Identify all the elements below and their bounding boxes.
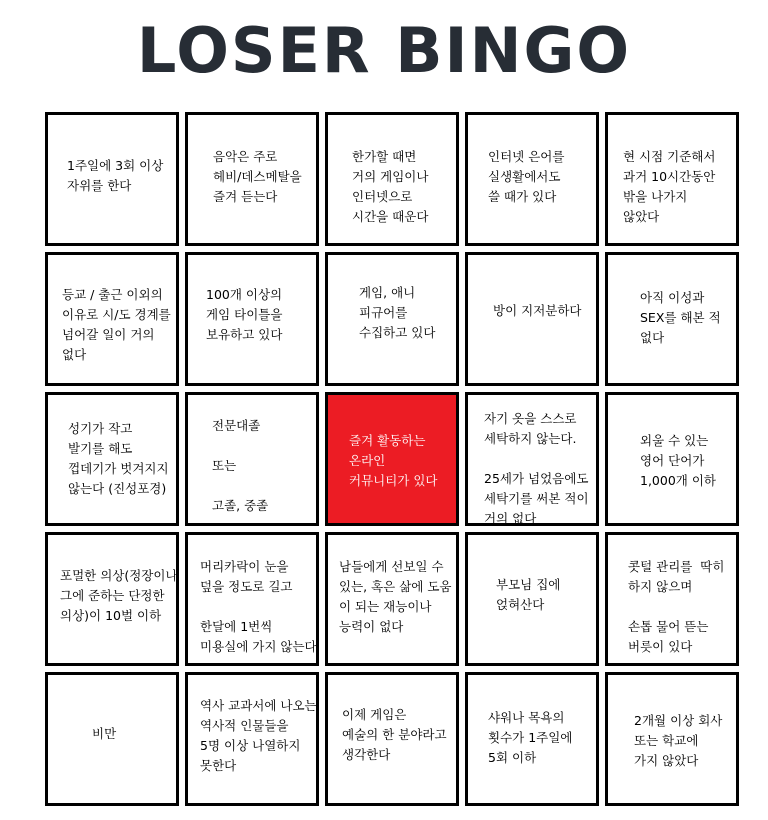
bingo-cell[interactable] — [605, 672, 739, 806]
bingo-cell[interactable] — [45, 392, 179, 526]
bingo-cell[interactable] — [325, 252, 459, 386]
bingo-cell-text: 성기가 작고 발기를 해도 껍데기가 벗겨지지 않는다 (진성포경) — [68, 421, 169, 496]
bingo-cell[interactable] — [185, 252, 319, 386]
bingo-cell[interactable] — [605, 112, 739, 246]
bingo-cell-text: 게임, 애니 피규어를 수집하고 있다 — [359, 285, 436, 340]
bingo-cell-text: 이제 게임은 예술의 한 분야라고 생각한다 — [342, 707, 447, 762]
bingo-cell-text: 콧털 관리를 딱히 하지 않으며 손톱 물어 뜯는 버릇이 있다 — [628, 559, 725, 654]
bingo-cell-text: 즐겨 활동하는 온라인 커뮤니티가 있다 — [349, 433, 438, 488]
bingo-cell[interactable] — [605, 392, 739, 526]
bingo-cell-text: 음악은 주로 헤비/데스메탈을 즐겨 듣는다 — [213, 149, 302, 204]
bingo-cell[interactable] — [45, 112, 179, 246]
bingo-cell-text: 남들에게 선보일 수 있는, 혹은 삶에 도움 이 되는 재능이나 능력이 없다 — [339, 559, 452, 634]
bingo-cell-text: 현 시점 기준해서 과거 10시간동안 밖을 나가지 않았다 — [623, 149, 716, 224]
bingo-free-cell[interactable] — [325, 392, 459, 526]
bingo-cell-text: 자기 옷을 스스로 세탁하지 않는다. 25세가 넘었음에도 세탁기를 써본 적이 거의 없다 — [484, 411, 589, 526]
bingo-cell[interactable] — [465, 252, 599, 386]
bingo-cell-text: 방이 지저분하다 — [493, 303, 582, 318]
bingo-cell-text: 비만 — [92, 726, 117, 741]
bingo-cell[interactable] — [185, 532, 319, 666]
bingo-cell[interactable] — [45, 252, 179, 386]
bingo-cell[interactable] — [45, 532, 179, 666]
bingo-cell[interactable] — [465, 392, 599, 526]
bingo-cell-text: 샤워나 목욕의 횟수가 1주일에 5회 이하 — [488, 710, 573, 765]
bingo-cell-text: 아직 이성과 SEX를 해본 적 없다 — [640, 290, 721, 345]
bingo-cell-text: 2개월 이상 회사 또는 학교에 가지 않았다 — [634, 713, 723, 768]
bingo-cell[interactable] — [325, 112, 459, 246]
bingo-cell[interactable] — [45, 672, 179, 806]
bingo-cell[interactable] — [185, 672, 319, 806]
bingo-cell-text: 머리카락이 눈을 덮을 정도로 길고 한달에 1번씩 미용실에 가지 않는다 — [200, 559, 317, 654]
bingo-cell[interactable] — [325, 672, 459, 806]
bingo-cell[interactable] — [185, 112, 319, 246]
bingo-cell-text: 1주일에 3회 이상 자위를 한다 — [67, 158, 164, 193]
bingo-cell[interactable] — [605, 252, 739, 386]
bingo-cell-text: 한가할 때면 거의 게임이나 인터넷으로 시간을 때운다 — [352, 149, 429, 224]
bingo-cell-text: 포멀한 의상(정장이나 그에 준하는 단정한 의상)이 10벌 이하 — [60, 568, 178, 623]
bingo-cell-text: 부모님 집에 얹혀산다 — [496, 577, 561, 612]
bingo-cell-text: 인터넷 은어를 실생활에서도 쓸 때가 있다 — [488, 149, 565, 204]
bingo-cell[interactable] — [465, 112, 599, 246]
bingo-cell[interactable] — [325, 532, 459, 666]
bingo-cell-text: 100개 이상의 게임 타이틀을 보유하고 있다 — [206, 287, 283, 342]
page-title: LOSER BINGO — [136, 14, 632, 87]
bingo-cell[interactable] — [185, 392, 319, 526]
bingo-cell-text: 전문대졸 또는 고졸, 중졸 — [212, 418, 269, 513]
bingo-cell-text: 외울 수 있는 영어 단어가 1,000개 이하 — [640, 433, 716, 488]
bingo-cell[interactable] — [465, 672, 599, 806]
bingo-cell[interactable] — [465, 532, 599, 666]
bingo-cell-text: 등교 / 출근 이외의 이유로 시/도 경계를 넘어갈 일이 거의 없다 — [62, 287, 171, 362]
bingo-cell-text: 역사 교과서에 나오는 역사적 인물들을 5명 이상 나열하지 못한다 — [200, 698, 317, 773]
bingo-cell[interactable] — [605, 532, 739, 666]
